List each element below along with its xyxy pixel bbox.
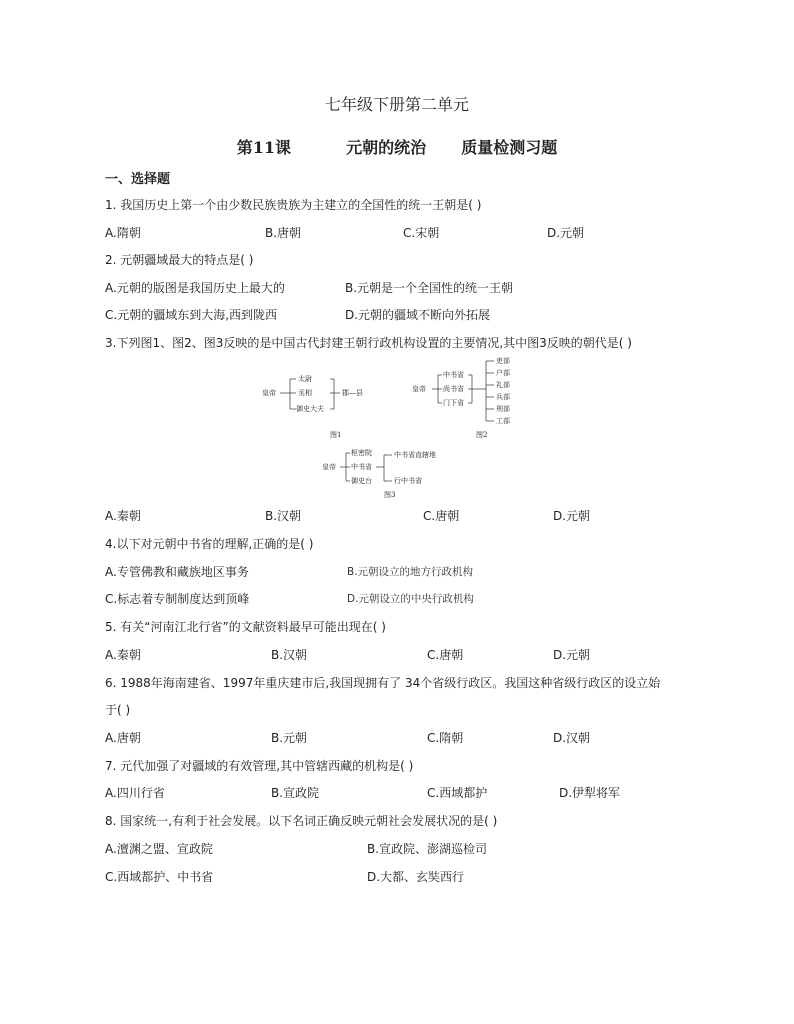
question-5-option-c[interactable]: C.唐朝	[427, 648, 464, 662]
question-1-option-c[interactable]: C.宋朝	[403, 226, 440, 240]
question-5-stem: 5. 有关“河南江北行省”的文献资料最早可能出现在( )	[105, 620, 386, 634]
admin-structure-figures	[260, 355, 560, 503]
question-8-option-b[interactable]: B.宣政院、澎湖巡检司	[367, 842, 488, 856]
question-4-option-d[interactable]: D.元朝设立的中央行政机构	[347, 593, 474, 605]
section-heading: 一、选择题	[105, 172, 171, 187]
fig1-tail: 郡—县	[342, 389, 363, 397]
question-6-option-d[interactable]: D.汉朝	[553, 731, 591, 745]
question-7-option-d[interactable]: D.伊犁将军	[559, 786, 621, 800]
fig1-branch-2: 丞相	[298, 389, 312, 397]
fig2-leaf-3: 礼部	[496, 381, 510, 389]
fig3-branch-3: 御史台	[351, 477, 372, 485]
question-3-option-a[interactable]: A.秦朝	[105, 509, 141, 523]
fig2-leaf-4: 兵部	[496, 393, 510, 401]
question-1-option-d[interactable]: D.元朝	[547, 226, 585, 240]
question-3-option-c[interactable]: C.唐朝	[423, 509, 460, 523]
question-6-stem-continued: 于( )	[105, 703, 131, 717]
lesson-name: 元朝的统治	[346, 138, 427, 157]
lesson-number: 第11课	[236, 138, 291, 157]
question-5-option-b[interactable]: B.汉朝	[271, 648, 308, 662]
question-2-option-c[interactable]: C.元朝的疆域东到大海,西到陇西	[105, 308, 278, 322]
fig2-branch-1: 中书省	[443, 371, 464, 379]
question-6-option-a[interactable]: A.唐朝	[105, 731, 141, 745]
fig3-caption: 图3	[384, 491, 396, 499]
question-3-option-b[interactable]: B.汉朝	[265, 509, 302, 523]
question-4-option-c[interactable]: C.标志着专制制度达到顶峰	[105, 592, 250, 606]
fig2-root: 皇帝	[412, 385, 426, 393]
question-7-option-c[interactable]: C.西域都护	[427, 786, 488, 800]
question-6-option-b[interactable]: B.元朝	[271, 731, 308, 745]
fig2-leaf-2: 户部	[496, 369, 510, 377]
fig1-caption: 图1	[330, 431, 342, 439]
question-4-option-b[interactable]: B.元朝设立的地方行政机构	[347, 566, 474, 578]
question-3-option-d[interactable]: D.元朝	[553, 509, 591, 523]
fig2-leaf-5: 刑部	[496, 405, 510, 413]
question-6-stem: 6. 1988年海南建省、1997年重庆建市后,我国现拥有了 34个省级行政区。我国这种省级行政区的设立始	[105, 676, 661, 690]
question-5-option-d[interactable]: D.元朝	[553, 648, 591, 662]
fig3-root: 皇帝	[322, 463, 336, 471]
fig1-branch-1: 太尉	[298, 375, 312, 383]
fig1-branch-3: 御史大夫	[296, 405, 324, 413]
fig1-root: 皇帝	[262, 389, 276, 397]
question-2-option-d[interactable]: D.元朝的疆域不断向外拓展	[345, 308, 491, 322]
question-8-stem: 8. 国家统一,有利于社会发展。以下名词正确反映元朝社会发展状况的是( )	[105, 814, 498, 828]
fig3-leaf-1: 中书省直辖地	[394, 451, 436, 459]
fig2-leaf-6: 工部	[496, 417, 510, 425]
question-4-stem: 4.以下对元朝中书省的理解,正确的是( )	[105, 537, 314, 551]
question-2-option-b[interactable]: B.元朝是一个全国性的统一王朝	[345, 281, 514, 295]
question-8-option-a[interactable]: A.澶渊之盟、宣政院	[105, 842, 213, 856]
question-1-stem: 1. 我国历史上第一个由少数民族贵族为主建立的全国性的统一王朝是( )	[105, 198, 482, 212]
unit-heading: 七年级下册第二单元	[324, 95, 469, 114]
fig2-branch-3: 门下省	[443, 399, 464, 407]
fig2-caption: 图2	[476, 431, 488, 439]
fig2-leaf-1: 吏部	[496, 357, 510, 365]
question-6-option-c[interactable]: C.隋朝	[427, 731, 464, 745]
question-5-option-a[interactable]: A.秦朝	[105, 648, 141, 662]
question-1-option-b[interactable]: B.唐朝	[265, 226, 302, 240]
question-2-option-a[interactable]: A.元朝的版图是我国历史上最大的	[105, 281, 285, 295]
fig2-branch-2: 尚书省	[443, 385, 464, 393]
question-8-option-d[interactable]: D.大都、玄奘西行	[367, 870, 465, 884]
question-8-option-c[interactable]: C.西域都护、中书省	[105, 870, 214, 884]
fig3-branch-1: 枢密院	[351, 449, 372, 457]
question-7-option-b[interactable]: B.宣政院	[271, 786, 320, 800]
question-3-stem: 3.下列图1、图2、图3反映的是中国古代封建王朝行政机构设置的主要情况,其中图3反映的朝代是( )	[105, 336, 632, 350]
question-2-stem: 2. 元朝疆域最大的特点是( )	[105, 253, 254, 267]
lesson-title	[0, 135, 794, 158]
fig3-branch-2: 中书省	[351, 463, 372, 471]
fig3-leaf-2: 行中书省	[394, 477, 422, 485]
lesson-subtitle: 质量检测习题	[461, 138, 558, 157]
question-4-option-a[interactable]: A.专管佛教和藏族地区事务	[105, 565, 249, 579]
question-7-stem: 7. 元代加强了对疆域的有效管理,其中管辖西藏的机构是( )	[105, 759, 414, 773]
question-7-option-a[interactable]: A.四川行省	[105, 786, 165, 800]
question-1-option-a[interactable]: A.隋朝	[105, 226, 141, 240]
